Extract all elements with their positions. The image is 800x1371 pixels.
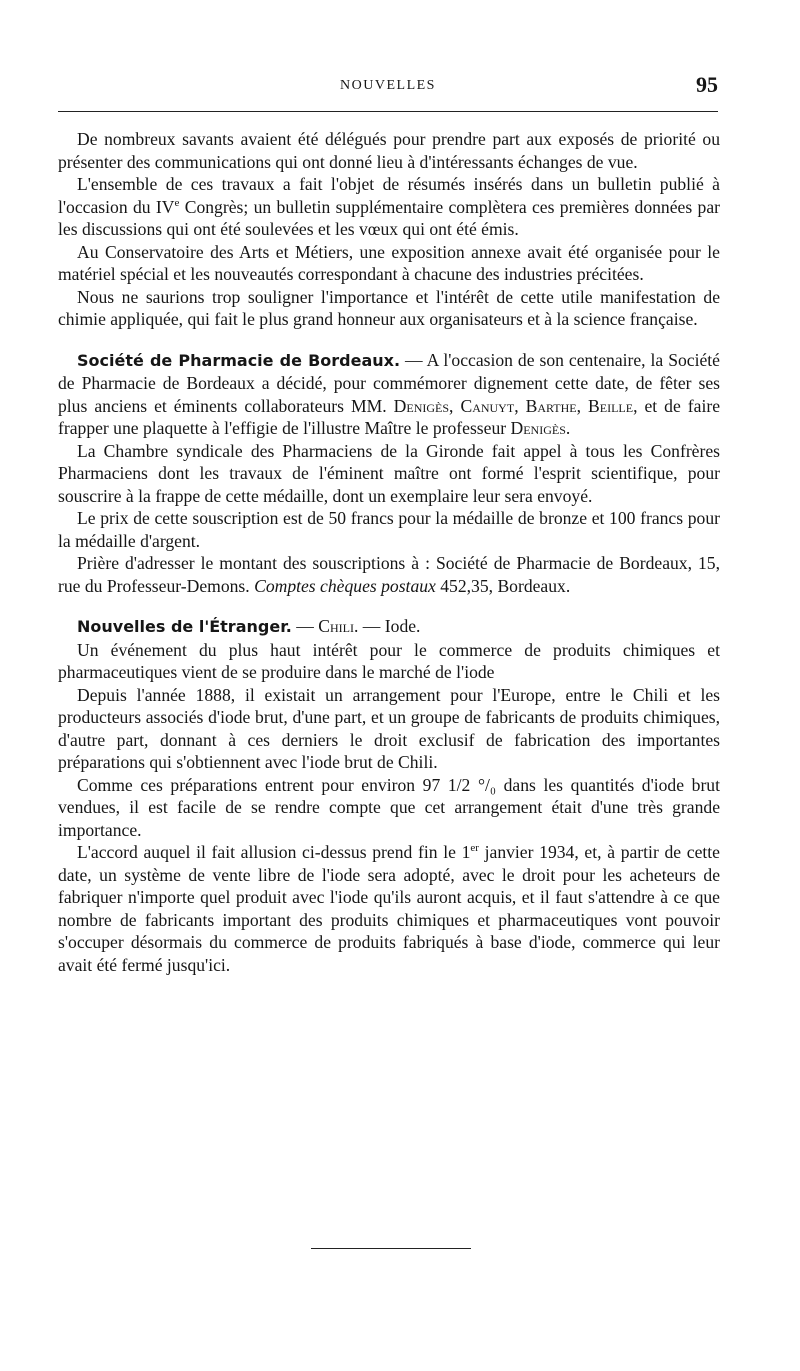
congress-paragraph-3: Au Conservatoire des Arts et Métiers, une exposition annexe avait été organisée pour le matériel spécial et les nouveautés correspondant à chacune des industries précitées. [58, 241, 720, 284]
separator: , [514, 395, 526, 416]
etranger-paragraph-3: Comme ces préparations entrent pour environ 97 1/2 °/₀ dans les quantités d'iode brut vendues, il est facile de se rendre compte que cet arrangement était d'une très grande importance. [58, 774, 720, 840]
ordinal-superscript: e [174, 196, 180, 209]
header-rule [58, 111, 718, 112]
bordeaux-paragraph-1 [58, 349, 720, 440]
running-head: NOUVELLES [340, 78, 436, 93]
section-spacer [58, 331, 720, 349]
etranger-paragraph-4 [58, 841, 720, 976]
name-barthe: Barthe [525, 395, 577, 416]
heading-dash: — [291, 616, 319, 636]
etranger-paragraph-4-text-a: L'accord auquel il fait allusion ci-dessus prend fin le 1 [77, 842, 471, 862]
bordeaux-paragraph-1-text-b: , et de faire frapper une plaquette à l'effigie de l'illustre Maître le professeur [58, 395, 721, 438]
etranger-heading [58, 615, 720, 639]
congress-paragraph-2-text-a: L'ensemble de ces travaux a fait l'objet de résumés insérés dans un bulletin publié à l'occasion du IV [58, 174, 720, 217]
bordeaux-paragraph-4-text-a: Prière d'adresser le montant des souscriptions à : Société de Pharmacie de Bordeaux, 15, rue du Professeur-Demons. [58, 553, 720, 596]
ordinal-superscript: er [470, 842, 479, 855]
congress-paragraph-1: De nombreux savants avaient été délégués pour prendre part aux exposés de priorité ou présenter des communications qui ont donné lieu à d'intéressants échanges de vue. [58, 129, 720, 172]
bordeaux-paragraph-2: La Chambre syndicale des Pharmaciens de la Gironde fait appel à tous les Confrères Pharmaciens dont les travaux de l'éminent maître ont formé l'esprit scientifique, pour souscrire à la frappe de cette médaille, dont un exemplaire leur sera envoyé. [58, 440, 720, 506]
name-deniges-2: Denigès [510, 418, 566, 438]
name-canuyt: Canuyt [460, 395, 515, 416]
bordeaux-paragraph-4-text-b: 452,35, Bordeaux. [435, 575, 571, 596]
etranger-paragraph-4-text-b: janvier 1934, et, à partir de cette date, un système de vente libre de l'iode sera adopté, avec le droit pour les acheteurs de fabriquer n'importe quel produit avec l'iode qu'ils auront acquis, et il faut s'attendre à ce que nombre de fabricants important des produits chimiques et pharmaceutiques vont pouvoir s'occuper désormais du commerce de produits fabriqués à base d'iode, commerce qui leur avait été fermé jusqu'ici. [58, 842, 720, 975]
country-name: Chili [318, 616, 354, 636]
separator: , [449, 395, 461, 416]
section-spacer [58, 597, 720, 615]
etranger-paragraph-2: Depuis l'année 1888, il existait un arrangement pour l'Europe, entre le Chili et les producteurs associés d'iode brut, d'une part, et un groupe de fabricants de produits chimiques, d'autre part, donnant à ces derniers le droit exclusif de fabrication des importantes préparations qui s'obtiennent avec l'iode brut de Chili. [58, 684, 720, 772]
congress-paragraph-4: Nous ne saurions trop souligner l'importance et l'intérêt de cette utile manifestation de chimie appliquée, qui fait le plus grand honneur aux organisateurs et à la science française. [58, 286, 720, 329]
name-deniges: Denigès [393, 395, 450, 416]
etranger-section-title: Nouvelles de l'Étranger. [77, 617, 292, 636]
bordeaux-section-title: Société de Pharmacie de Bordeaux. [77, 350, 401, 370]
closing-rule [311, 1248, 471, 1249]
page-number: 95 [696, 72, 718, 97]
name-beille: Beille [588, 395, 634, 416]
etranger-paragraph-1: Un événement du plus haut intérêt pour le commerce de produits chimiques et pharmaceutiques vient de se produire dans le marché de l'iode [58, 639, 720, 682]
postal-account-label: Comptes chèques postaux [254, 575, 436, 596]
bordeaux-paragraph-1-end: . [565, 418, 571, 438]
congress-paragraph-2-text-b: Congrès; un bulletin supplémentaire complètera ces premières données par les discussions qui ont été soulevées et les vœux qui ont été émis. [58, 196, 720, 239]
heading-subject: . — Iode. [354, 616, 421, 636]
separator: , [576, 395, 589, 416]
article-body [58, 128, 720, 976]
bordeaux-paragraph-4 [58, 552, 720, 597]
bordeaux-paragraph-1-text-a: — A l'occasion de son centenaire, la Société de Pharmacie de Bordeaux a décidé, pour commémorer dignement cette date, de fêter ses plus anciens et éminents collaborateurs MM. [58, 349, 720, 416]
page-header [58, 74, 718, 106]
bordeaux-paragraph-3: Le prix de cette souscription est de 50 francs pour la médaille de bronze et 100 francs pour la médaille d'argent. [58, 508, 720, 551]
congress-paragraph-2 [58, 173, 720, 241]
